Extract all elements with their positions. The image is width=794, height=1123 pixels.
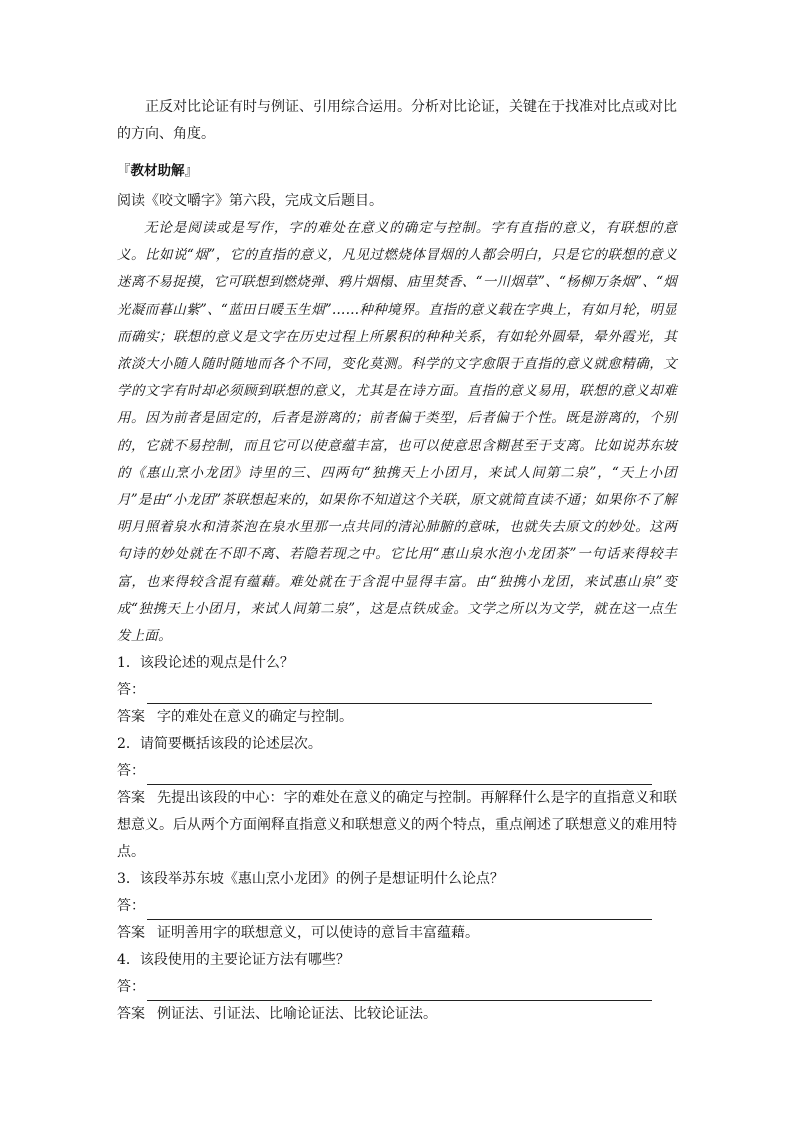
reading-instruction: 阅读《咬文嚼字》第六段，完成文后题目。 [117, 193, 383, 209]
answer-tag: 答案 [117, 925, 145, 942]
question-text: 2．请简要概括该段的论述层次。 [117, 736, 322, 753]
answer-tag: 答案 [117, 1006, 145, 1023]
answer-tag: 答案 [117, 709, 145, 726]
question-text: 4．该段使用的主要论证方法有哪些？ [117, 952, 350, 969]
answer-content: 字的难处在意义的确定与控制。 [157, 709, 353, 726]
section-label-text: 教材助解 [130, 163, 185, 179]
answer-line [117, 677, 677, 704]
section-open-bracket: 『 [117, 163, 131, 179]
answer-content: 例证法、引证法、比喻论证法、比较论证法。 [157, 1006, 437, 1023]
question-text: 3．该段举苏东坡《惠山烹小龙团》的例子是想证明什么论点？ [117, 871, 504, 888]
answer-blank [147, 764, 652, 785]
section-close-bracket: 』 [184, 163, 198, 179]
answer-line [117, 893, 677, 920]
answer-line [117, 974, 677, 1001]
answer-prefix: 答： [117, 979, 145, 996]
answer-blank [147, 683, 652, 704]
answer-prefix: 答： [117, 763, 145, 780]
question-block [117, 947, 677, 1028]
answer-content: 先提出该段的中心：字的难处在意义的确定与控制。再解释什么是字的直指意义和联想意义。后从两个方面阐释直指意义和联想意义的两个特点，重点阐述了联想意义的难用特点。 [117, 790, 678, 861]
answer-text [117, 1001, 677, 1028]
answer-text [117, 920, 677, 947]
answer-prefix: 答： [117, 898, 145, 915]
question-block [117, 650, 677, 731]
answer-text [117, 704, 677, 731]
answer-blank [147, 980, 652, 1001]
answer-prefix: 答： [117, 682, 145, 699]
question-block [117, 731, 677, 866]
answer-line [117, 758, 677, 785]
reading-passage: 无论是阅读或是写作，字的难处在意义的确定与控制。字有直指的意义，有联想的意义。比如说“烟”，它的直指的意义，凡见过燃烧体冒烟的人都会明白，只是它的联想的意义迷离不易捉摸，它可联想到燃烧弹、鸦片烟榻、庙里焚香、“一川烟草”、“杨柳万条烟”、“烟光凝而暮山紫”、“蓝田日暖玉生烟”……种种境界。直指的意义载在字典上，有如月轮，明显而确实；联想的意义是文字在历史过程上所累积的种种关系，有如轮外圆晕，晕外霞光，其浓淡大小随人随时随地而各个不同，变化莫测。科学的文字愈限于直指的意义就愈精确，文学的文字有时却必须顾到联想的意义，尤其是在诗方面。直指的意义易用，联想的意义却难用。因为前者是固定的，后者是游离的；前者偏于类型，后者偏于个性。既是游离的，个别的，它就不易控制，而且它可以使意蕴丰富，也可以使意思含糊甚至于支离。比如说苏东坡的《惠山烹小龙团》诗里的三、四两句“独携天上小团月，来试人间第二泉”，“天上小团月”是由“小龙团”茶联想起来的，如果你不知道这个关联，原文就简直读不通；如果你不了解明月照着泉水和清茶泡在泉水里那一点共同的清沁肺腑的意味，也就失去原文的妙处。这两句诗的妙处就在不即不离、若隐若现之中。它比用“惠山泉水泡小龙团茶”一句话来得较丰富，也来得较含混有蕴藉。难处就在于含混中显得丰富。由“独携小龙团，来试惠山泉”变成“独携天上小团月，来试人间第二泉”，这是点铁成金。文学之所以为文学，就在这一点生发上面。 [117, 220, 677, 645]
page-content [117, 94, 677, 1028]
answer-tag: 答案 [117, 790, 146, 807]
answer-content: 证明善用字的联想意义，可以使诗的意旨丰富蕴藉。 [157, 925, 479, 942]
top-paragraph: 正反对比论证有时与例证、引用综合运用。分析对比论证，关键在于找准对比点或对比的方向、角度。 [117, 99, 677, 142]
answer-blank [147, 899, 652, 920]
question-block [117, 866, 677, 947]
answer-text [117, 785, 677, 866]
question-text: 1．该段论述的观点是什么？ [117, 655, 294, 672]
section-label [117, 158, 677, 184]
